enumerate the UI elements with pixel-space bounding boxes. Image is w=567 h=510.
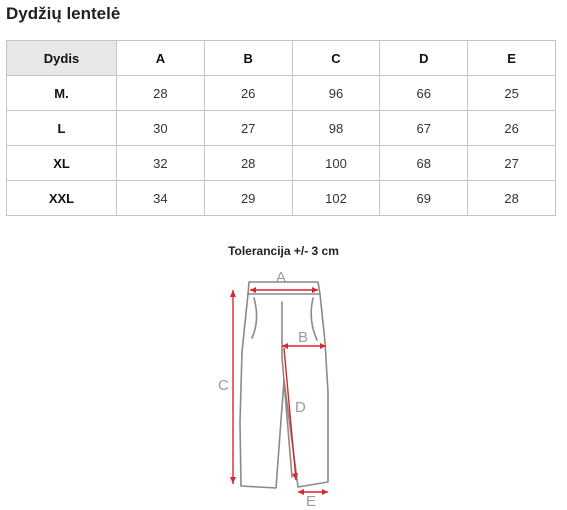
table-cell: 96 bbox=[292, 76, 380, 111]
table-cell: 25 bbox=[468, 76, 556, 111]
table-cell: 28 bbox=[468, 181, 556, 216]
pocket-left bbox=[252, 298, 257, 338]
header-b: B bbox=[204, 41, 292, 76]
row-size-label: L bbox=[7, 111, 117, 146]
header-c: C bbox=[292, 41, 380, 76]
measure-d-label: D bbox=[295, 399, 306, 416]
table-cell: 34 bbox=[117, 181, 205, 216]
table-cell: 26 bbox=[204, 76, 292, 111]
arrowhead bbox=[230, 477, 236, 484]
arrowhead bbox=[298, 489, 304, 495]
table-cell: 28 bbox=[204, 146, 292, 181]
arrowhead bbox=[312, 287, 318, 293]
page-title: Dydžių lentelė bbox=[6, 4, 121, 23]
table-cell: 27 bbox=[204, 111, 292, 146]
table-cell: 29 bbox=[204, 181, 292, 216]
table-cell: 28 bbox=[117, 76, 205, 111]
table-header-row bbox=[7, 41, 556, 76]
table-row bbox=[7, 146, 556, 181]
arrowhead bbox=[230, 290, 236, 297]
tolerance-note: Tolerancija +/- 3 cm bbox=[228, 244, 339, 258]
header-size: Dydis bbox=[7, 41, 117, 76]
table-cell: 100 bbox=[292, 146, 380, 181]
arrowhead bbox=[282, 343, 288, 349]
table-row bbox=[7, 181, 556, 216]
table-cell: 27 bbox=[468, 146, 556, 181]
table-cell: 67 bbox=[380, 111, 468, 146]
table-cell: 66 bbox=[380, 76, 468, 111]
table-row bbox=[7, 111, 556, 146]
table-cell: 68 bbox=[380, 146, 468, 181]
measure-a-label: A bbox=[276, 269, 287, 286]
table-cell: 102 bbox=[292, 181, 380, 216]
measure-c-label: C bbox=[218, 377, 229, 394]
table-cell: 26 bbox=[468, 111, 556, 146]
arrowhead bbox=[322, 489, 328, 495]
row-size-label: M. bbox=[7, 76, 117, 111]
pocket-right bbox=[311, 298, 317, 340]
measure-e-label: E bbox=[306, 493, 317, 508]
table-cell: 32 bbox=[117, 146, 205, 181]
table-cell: 30 bbox=[117, 111, 205, 146]
table-row bbox=[7, 76, 556, 111]
measure-b-label: B bbox=[298, 329, 309, 346]
arrowhead bbox=[250, 287, 256, 293]
header-e: E bbox=[468, 41, 556, 76]
pants-measurement-diagram bbox=[200, 262, 360, 508]
row-size-label: XL bbox=[7, 146, 117, 181]
table-cell: 69 bbox=[380, 181, 468, 216]
size-table bbox=[6, 40, 556, 216]
table-cell: 98 bbox=[292, 111, 380, 146]
header-d: D bbox=[380, 41, 468, 76]
row-size-label: XXL bbox=[7, 181, 117, 216]
header-a: A bbox=[117, 41, 205, 76]
